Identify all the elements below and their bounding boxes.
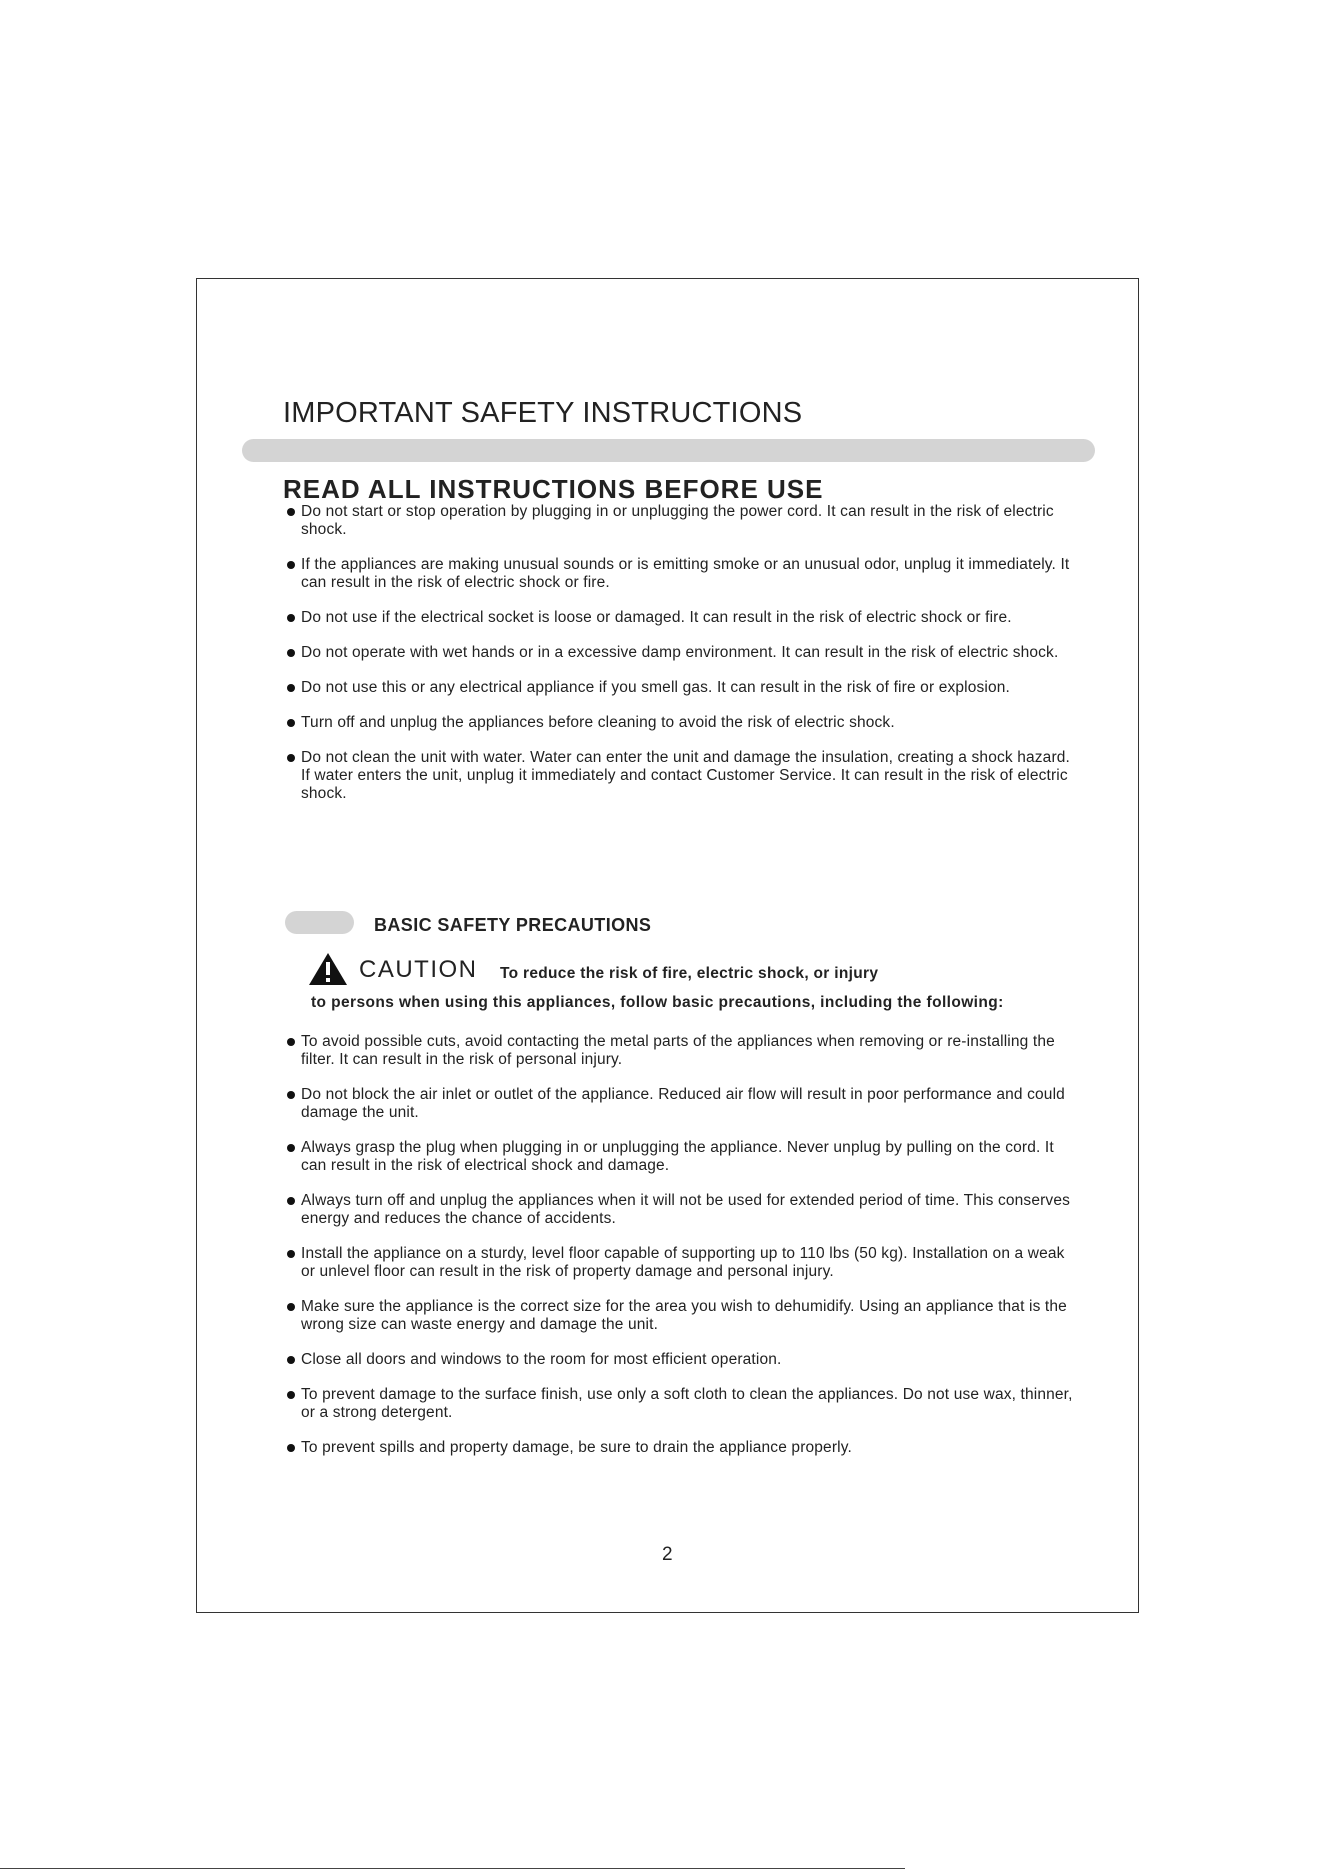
bullet-icon xyxy=(287,719,295,727)
list-item xyxy=(287,1139,1077,1175)
bottom-rule xyxy=(0,1868,905,1869)
basic-safety-heading: BASIC SAFETY PRECAUTIONS xyxy=(374,915,652,935)
list-item-text: Do not use if the electrical socket is loose or damaged. It can result in the risk of electric shock or fire. xyxy=(301,609,1012,626)
instructions-list xyxy=(287,503,1077,820)
list-item xyxy=(287,503,1077,539)
list-item-text: To avoid possible cuts, avoid contacting the metal parts of the appliances when removing or re-installing the filter. It can result in the risk of personal injury. xyxy=(301,1033,1055,1068)
bullet-icon xyxy=(287,614,295,622)
bullet-icon xyxy=(287,1091,295,1099)
page-title: IMPORTANT SAFETY INSTRUCTIONS xyxy=(283,397,803,429)
bullet-icon xyxy=(287,1038,295,1046)
list-item xyxy=(287,1245,1077,1281)
list-item xyxy=(287,1033,1077,1069)
list-item-text: Do not clean the unit with water. Water can enter the unit and damage the insulation, creating a shock hazard. If water enters the unit, unplug it immediately and contact Customer Service. It can result in the risk of electric shock. xyxy=(301,749,1070,802)
list-item-text: If the appliances are making unusual sounds or is emitting smoke or an unusual odor, unplug it immediately. It can result in the risk of electric shock or fire. xyxy=(301,556,1070,591)
bullet-icon xyxy=(287,1356,295,1364)
list-item-text: Do not operate with wet hands or in a excessive damp environment. It can result in the risk of electric shock. xyxy=(301,644,1059,661)
list-item xyxy=(287,1351,1077,1369)
bullet-icon xyxy=(287,561,295,569)
list-item xyxy=(287,1298,1077,1334)
list-item-text: Always turn off and unplug the appliances when it will not be used for extended period of time. This conserves energy and reduces the chance of accidents. xyxy=(301,1192,1070,1227)
list-item xyxy=(287,1086,1077,1122)
page-number: 2 xyxy=(662,1544,673,1565)
bullet-icon xyxy=(287,684,295,692)
list-item xyxy=(287,609,1077,627)
list-item xyxy=(287,1439,1077,1457)
list-item-text: Install the appliance on a sturdy, level floor capable of supporting up to 110 lbs (50 kg). Installation on a weak or unlevel floor can result in the risk of property damage and personal injury. xyxy=(301,1245,1065,1280)
list-item-text: Do not block the air inlet or outlet of the appliance. Reduced air flow will result in poor performance and could damage the unit. xyxy=(301,1086,1065,1121)
list-item-text: Close all doors and windows to the room for most efficient operation. xyxy=(301,1351,782,1368)
bullet-icon xyxy=(287,1303,295,1311)
title-divider-bar xyxy=(242,439,1095,462)
bullet-icon xyxy=(287,1391,295,1399)
list-item xyxy=(287,556,1077,592)
bullet-icon xyxy=(287,508,295,516)
list-item-text: To prevent spills and property damage, be sure to drain the appliance properly. xyxy=(301,1439,852,1456)
read-all-heading: READ ALL INSTRUCTIONS BEFORE USE xyxy=(283,474,824,504)
list-item xyxy=(287,714,1077,732)
list-item-text: Do not start or stop operation by plugging in or unplugging the power cord. It can result in the risk of electric shock. xyxy=(301,503,1054,538)
bullet-icon xyxy=(287,1197,295,1205)
bullet-icon xyxy=(287,754,295,762)
caution-continuation-text: to persons when using this appliances, follow basic precautions, including the following: xyxy=(311,994,1004,1011)
section-pill xyxy=(285,911,354,934)
list-item-text: To prevent damage to the surface finish, use only a soft cloth to clean the appliances. Do not use wax, thinner, or a strong detergent. xyxy=(301,1386,1073,1421)
list-item-text: Turn off and unplug the appliances before cleaning to avoid the risk of electric shock. xyxy=(301,714,895,731)
caution-word: CAUTION xyxy=(359,956,478,983)
warning-triangle-icon xyxy=(308,952,348,986)
list-item xyxy=(287,749,1077,803)
list-item xyxy=(287,1386,1077,1422)
list-item-text: Always grasp the plug when plugging in or unplugging the appliance. Never unplug by pulling on the cord. It can result in the risk of electrical shock and damage. xyxy=(301,1139,1054,1174)
precautions-list xyxy=(287,1033,1077,1474)
bullet-icon xyxy=(287,1250,295,1258)
bullet-icon xyxy=(287,649,295,657)
list-item-text: Do not use this or any electrical appliance if you smell gas. It can result in the risk of fire or explosion. xyxy=(301,679,1011,696)
list-item-text: Make sure the appliance is the correct size for the area you wish to dehumidify. Using an appliance that is the wrong size can waste energy and damage the unit. xyxy=(301,1298,1067,1333)
caution-row xyxy=(308,952,1008,986)
list-item xyxy=(287,1192,1077,1228)
bullet-icon xyxy=(287,1444,295,1452)
list-item xyxy=(287,679,1077,697)
bullet-icon xyxy=(287,1144,295,1152)
caution-lead-text: To reduce the risk of fire, electric shock, or injury xyxy=(500,965,879,982)
list-item xyxy=(287,644,1077,662)
